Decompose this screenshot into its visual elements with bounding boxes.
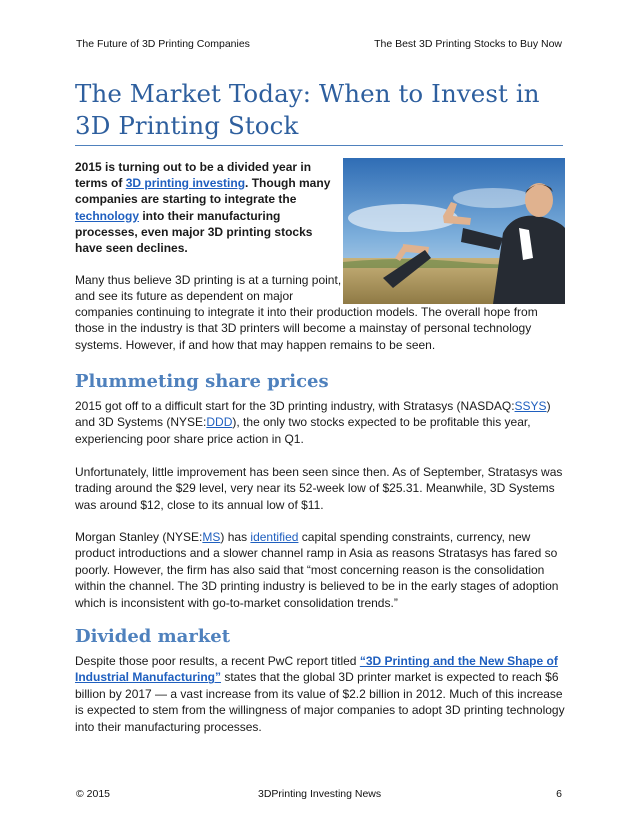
link-ddd[interactable]: DDD: [206, 415, 233, 430]
paragraph-difficult-start: 2015 got off to a difficult start for the 3D printing industry, with Stratasys (NASDAQ:SSYS) and 3D Systems (NYSE:DDD), the only two stocks expected to be profitable this year, experiencing poor share price action in Q1.: [75, 399, 551, 446]
paragraph-morgan-stanley: Morgan Stanley (NYSE:MS) has identified capital spending constraints, currency, new product introductions and a slower channel ramp in Asia as reasons Stratasys has fared so poorly. However, the firm has also said that “most concerning reason is the consolidation within the channel. The 3D printing industry is believed to be in the early stages of adoption which is inconsistent with go-to-market consolidation trends.”: [75, 530, 559, 610]
footer-publication: 3DPrinting Investing News: [258, 788, 382, 800]
businessman-framing-photo: [343, 158, 565, 304]
link-pwc-report[interactable]: “3D Printing and the New Shape of Industrial Manufacturing”: [75, 654, 558, 685]
header-right-title: The Best 3D Printing Stocks to Buy Now: [374, 38, 562, 50]
title-divider: [75, 145, 563, 146]
section-heading-share-prices: Plummeting share prices: [75, 371, 329, 392]
section-heading-divided-market: Divided market: [75, 626, 231, 647]
link-ssys[interactable]: SSYS: [514, 399, 547, 413]
link-identified[interactable]: identified: [250, 530, 299, 544]
footer-copyright: © 2015: [76, 788, 111, 800]
link-3d-printing-investing[interactable]: 3D printing investing: [125, 176, 246, 191]
page-number: 6: [556, 788, 562, 800]
paragraph-turning-point: Many thus believe 3D printing is at a turning point, and see its future as dependent on major: [75, 273, 342, 304]
page-title: The Market Today: When to Invest in 3D Printing Stock: [75, 79, 540, 140]
paragraph-pwc-report: Despite those poor results, a recent PwC report titled “3D Printing and the New Shape of Industrial Manufacturing” states that the global 3D printer market is expected to reach $6 billion by 2017 — a vast increase from its value of $2.2 billion in 2012. Much of this increase is expected to stem from the willingness of major companies to adopt 3D printing technology into their manufacturing processes.: [75, 654, 565, 734]
page-header: [76, 38, 562, 50]
paragraph-turning-point-continued: companies continuing to integrate it into their production models. The overall hope from those in the industry is that 3D printers will become a mainstay of personal technology systems. However, if and how that may happen remains to be seen.: [75, 305, 538, 352]
link-ms[interactable]: MS: [202, 530, 221, 544]
header-left-title: The Future of 3D Printing Companies: [76, 38, 250, 50]
link-technology[interactable]: technology: [75, 208, 140, 223]
intro-paragraph: 2015 is turning out to be a divided year in terms of 3D printing investing. Though many companies are starting to integrate the technology into their manufacturing processes, even major 3D printing stocks have seen declines.: [75, 160, 331, 256]
paragraph-little-improvement: Unfortunately, little improvement has been seen since then. As of September, Stratasys was trading around the $29 level, very near its 52-week low of $25.31. Meanwhile, 3D Systems was around $12, close to its annual low of $11.: [75, 465, 563, 512]
